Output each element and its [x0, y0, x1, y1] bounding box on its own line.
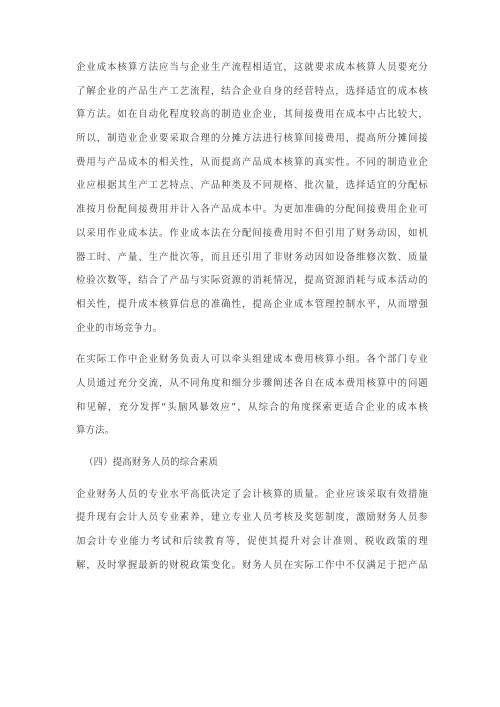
text-line: 企业的市场竞争力。 — [76, 322, 163, 334]
text-line: 企业成本核算方法应当与企业生产流程相适宜，这就要求成本核算人员要充分 — [76, 62, 428, 73]
text-line: 在实际工作中企业财务负责人可以牵头组建成本费用核算小组。各个部门专业 — [76, 354, 428, 366]
text-line: 企业财务人员的专业水平高低决定了会计核算的质量。企业应该采取有效措施 — [76, 488, 428, 500]
paragraph-accounting-team — [76, 348, 428, 443]
text-line: 了解企业的产品生产工艺流程，结合企业自身的经营特点，选择适宜的成本核 — [76, 85, 428, 97]
document-body — [76, 56, 428, 577]
text-line: 费用与产品成本的相关性，从而提高产品成本核算的真实性。不同的制造业企 — [76, 156, 428, 168]
text-line: 以采用作业成本法。作业成本法在分配间接费用时不但引用了财务动因，如机 — [76, 227, 428, 239]
text-line: 算方法。 — [76, 425, 115, 437]
heading-text: （四）提高财务人员的综合素质 — [84, 457, 219, 468]
text-line: 所以，制造业企业要采取合理的分摊方法进行核算间接费用，提高所分摊间接 — [76, 133, 428, 145]
section-heading — [76, 451, 428, 475]
paragraph-gap — [76, 475, 428, 483]
text-line: 加会计专业能力考试和后续教育等，促使其提升对会计准则、税收政策的理 — [76, 536, 428, 548]
text-line: 检验次数等，结合了产品与实际资源的消耗情况，提高资源消耗与成本活动的 — [76, 275, 428, 287]
paragraph-gap — [76, 340, 428, 348]
text-line: 人员通过充分交流，从不同角度和细分步骤阐述各自在成本费用核算中的问题 — [76, 377, 428, 389]
paragraph-cost-method — [76, 56, 428, 340]
text-line: 相关性，提升成本核算信息的准确性，提高企业成本管理控制水平，从而增强 — [76, 298, 428, 310]
text-line: 业应根据其生产工艺特点、产品种类及不同规格、批次量，选择适宜的分配标 — [76, 180, 428, 192]
text-line: 提升现有会计人员专业素养，建立专业人员考核及奖惩制度，激励财务人员参 — [76, 512, 428, 524]
text-line: 算方法。如在自动化程度较高的制造业企业，其间接费用在成本中占比较大， — [76, 109, 428, 121]
text-line: 器工时、产量、生产批次等，而且还引用了非财务动因如设备维修次数、质量 — [76, 251, 428, 263]
paragraph-gap — [76, 443, 428, 451]
text-line: 解，及时掌握最新的财税政策变化。财务人员在实际工作中不仅满足于把产品 — [76, 559, 428, 571]
text-line: 准按月份配间接费用并计入各产品成本中。为更加准确的分配间接费用企业可 — [76, 204, 428, 216]
paragraph-staff-quality — [76, 483, 428, 578]
text-line: 和见解，充分发挥“头脑风暴效应”，从综合的角度探索更适合企业的成本核 — [76, 401, 428, 413]
